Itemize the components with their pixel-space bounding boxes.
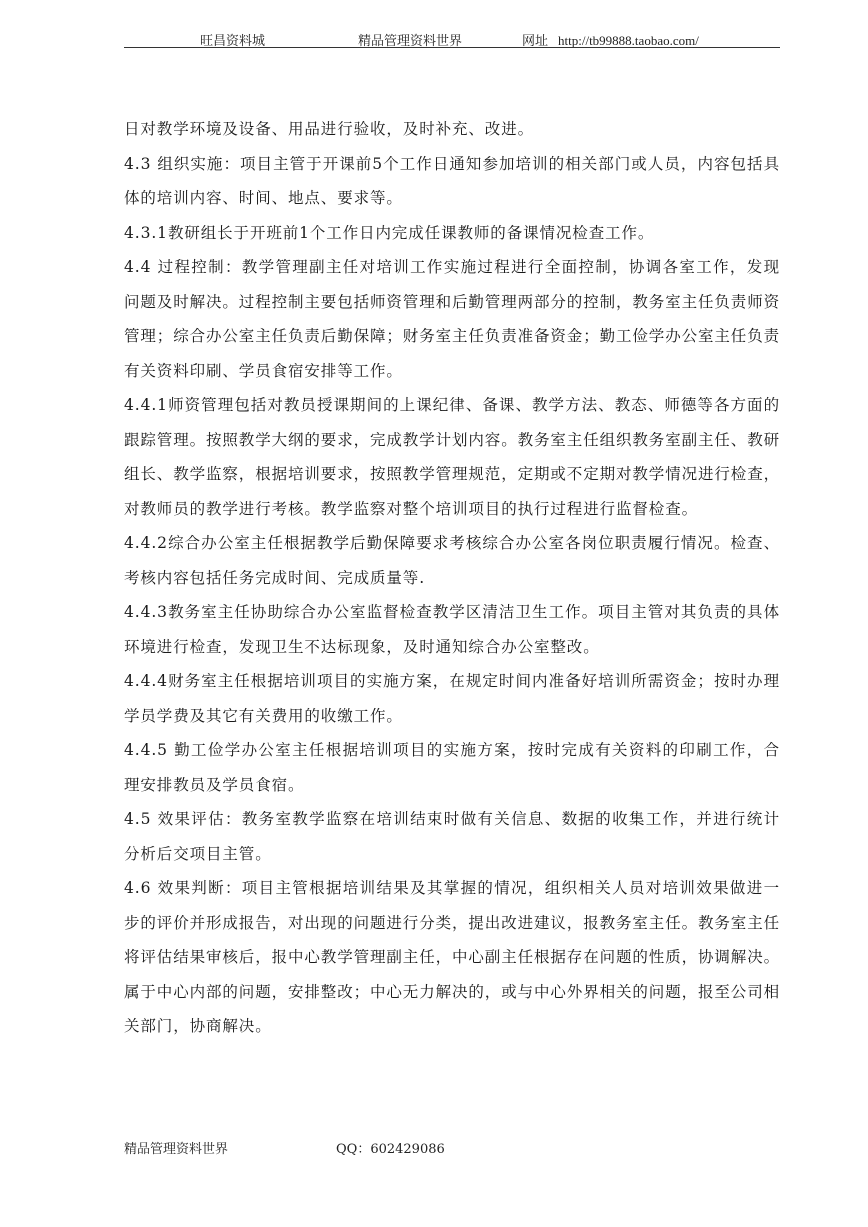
paragraph-4-4-4: 4.4.4财务室主任根据培训项目的实施方案，在规定时间内准备好培训所需资金；按时办理学员学费及其它有关费用的收缴工作。 xyxy=(124,672,780,725)
paragraph-4-4-2: 4.4.2综合办公室主任根据教学后勤保障要求考核综合办公室各岗位职责履行情况。检查、考核内容包括任务完成时间、完成质量等. xyxy=(124,534,780,587)
header-shop-name: 旺昌资料城 xyxy=(200,34,266,49)
page-header xyxy=(124,28,780,48)
header-divider xyxy=(124,47,780,48)
paragraph-4-4-5: 4.4.5 勤工俭学办公室主任根据培训项目的实施方案，按时完成有关资料的印刷工作，合理安排教员及学员食宿。 xyxy=(124,741,780,794)
footer-brand: 精品管理资料世界 xyxy=(124,1142,229,1157)
paragraph-4-3: 4.3 组织实施：项目主管于开课前5个工作日通知参加培训的相关部门或人员，内容包括具体的培训内容、时间、地点、要求等。 xyxy=(124,154,780,207)
paragraph-4-4-1: 4.4.1师资管理包括对教员授课期间的上课纪律、备课、教学方法、教态、师德等各方面的跟踪管理。按照教学大纲的要求，完成教学计划内容。教务室主任组织教务室副主任、教研组长、教学监察，根据培训要求，按照教学管理规范，定期或不定期对教学情况进行检查，对教师员的教学进行考核。教学监察对整个培训项目的执行过程进行监督检查。 xyxy=(124,396,781,518)
paragraph-4-5: 4.5 效果评估：教务室教学监察在培训结束时做有关信息、数据的收集工作，并进行统计分析后交项目主管。 xyxy=(124,810,780,863)
header-url-link[interactable]: http://tb99888.taobao.com/ xyxy=(558,33,699,48)
paragraph-4-4-3: 4.4.3教务室主任协助综合办公室监督检查教学区清洁卫生工作。项目主管对其负责的具体环境进行检查，发现卫生不达标现象，及时通知综合办公室整改。 xyxy=(124,603,780,656)
paragraph-continuation: 日对教学环境及设备、用品进行验收，及时补充、改进。 xyxy=(124,120,535,138)
document-body xyxy=(124,112,780,1044)
header-brand: 精品管理资料世界 xyxy=(358,34,463,49)
footer-qq: QQ：602429086 xyxy=(336,1142,445,1157)
paragraph-4-3-1: 4.3.1教研组长于开班前1个工作日内完成任课教师的备课情况检查工作。 xyxy=(124,223,655,242)
header-url-label: 网址 xyxy=(522,34,549,49)
paragraph-4-4: 4.4 过程控制：教学管理副主任对培训工作实施过程进行全面控制，协调各室工作，发现问题及时解决。过程控制主要包括师资管理和后勤管理两部分的控制，教务室主任负责师资管理；综合办公室主任负责后勤保障；财务室主任负责准备资金；勤工俭学办公室主任负责有关资料印刷、学员食宿安排等工作。 xyxy=(124,258,781,380)
paragraph-4-6: 4.6 效果判断：项目主管根据培训结果及其掌握的情况，组织相关人员对培训效果做进一步的评价并形成报告，对出现的问题进行分类，提出改进建议，报教务室主任。教务室主任将评估结果审核后，报中心教学管理副主任，中心副主任根据存在问题的性质，协调解决。属于中心内部的问题，安排整改；中心无力解决的，或与中心外界相关的问题，报至公司相关部门，协商解决。 xyxy=(124,879,781,1035)
